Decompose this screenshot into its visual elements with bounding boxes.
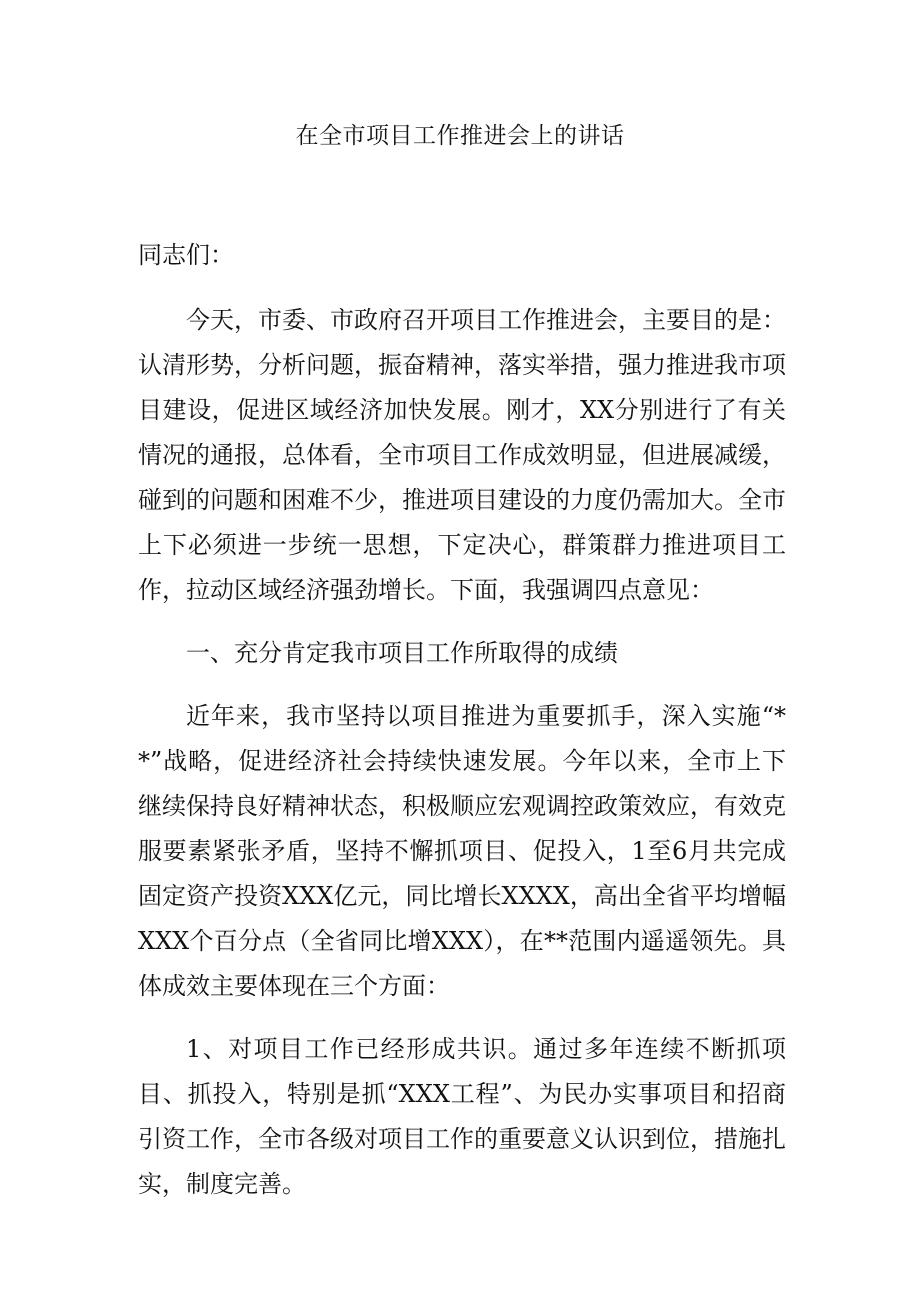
point-1-paragraph: 1、对项目工作已经形成共识。通过多年连续不断抓项目、抓投入，特别是抓“XXX工程”、为民办实事项目和招商引资工作，全市各级对项目工作的重要意义认识到位，措施扎实，制度完善。 [138, 1035, 786, 1198]
salutation-paragraph: 同志们： [138, 241, 234, 269]
achievements-paragraph: 近年来，我市坚持以项目推进为重要抓手，深入实施“**”战略，促进经济社会持续快速发展。今年以来，全市上下继续保持良好精神状态，积极顺应宏观调控政策效应，有效克服要素紧张矛盾，坚持不懈抓项目、促投入，1至6月共完成固定资产投资XXX亿元，同比增长XXXX，高出全省平均增幅XXX个百分点（全省同比增XXX），在**范围内遥遥领先。具体成效主要体现在三个方面： [138, 702, 786, 1000]
intro-paragraph: 今天，市委、市政府召开项目工作推进会，主要目的是：认清形势，分析问题，振奋精神，落实举措，强力推进我市项目建设，促进区域经济加快发展。刚才，XX分别进行了有关情况的通报，总体看，全市项目工作成效明显，但进展减缓，碰到的问题和困难不少，推进项目建设的力度仍需加大。全市上下必须进一步统一思想，下定决心，群策群力推进项目工作，拉动区域经济强劲增长。下面，我强调四点意见： [138, 306, 786, 604]
document-body [138, 233, 786, 1225]
document-title: 在全市项目工作推进会上的讲话 [295, 123, 625, 149]
section-heading-1: 一、充分肯定我市项目工作所取得的成绩 [186, 639, 618, 667]
